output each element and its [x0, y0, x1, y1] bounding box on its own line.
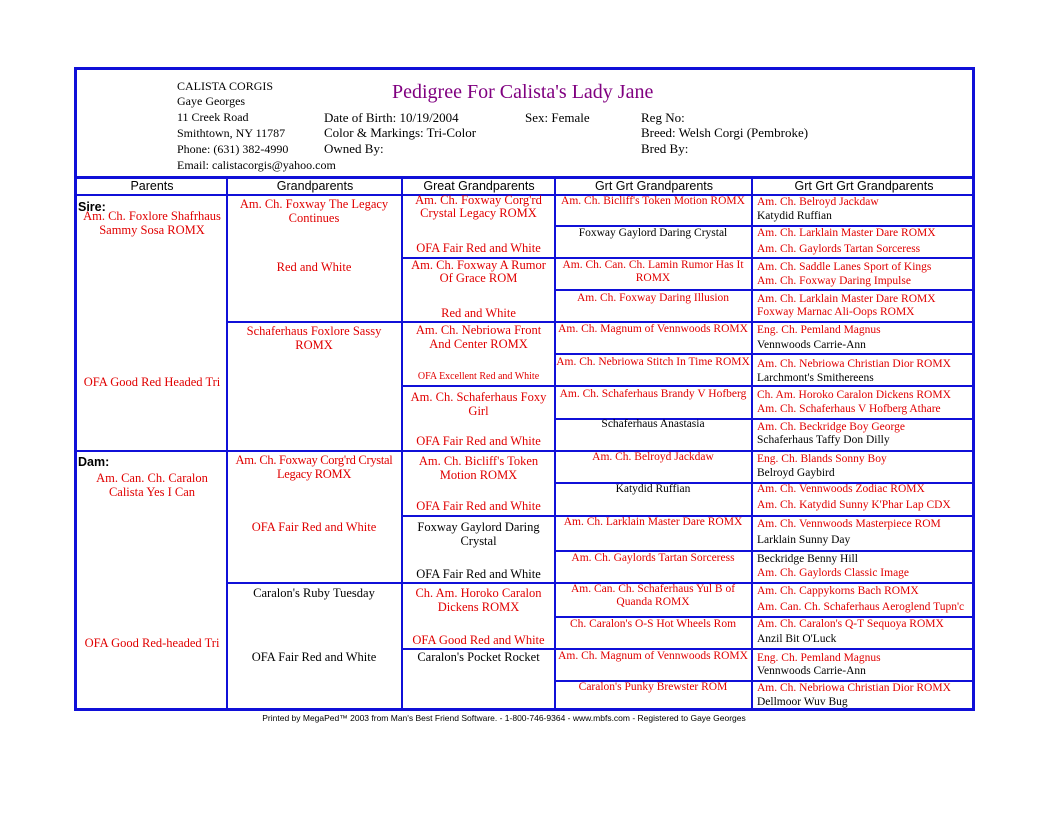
g3-ancestor: Ch. Caralon's O-S Hot Wheels Rom — [569, 618, 737, 630]
g3-ancestor: Foxway Gaylord Daring Crystal — [578, 227, 728, 239]
g4-ancestor: Am. Ch. Foxway Daring Impulse — [757, 275, 911, 287]
g4-ancestor: Eng. Ch. Pemland Magnus — [757, 652, 881, 664]
great-grandparent-name: Foxway Gaylord Daring Crystal — [417, 520, 540, 548]
g3-ancestor: Caralon's Punky Brewster ROM — [578, 681, 728, 693]
dam-health: OFA Good Red-headed Tri — [84, 636, 220, 650]
grandparent-name: Schaferhaus Foxlore Sassy ROMX — [246, 324, 382, 352]
great-grandparent-note: OFA Excellent Red and White — [417, 371, 540, 382]
g4-ancestor: Am. Ch. Schaferhaus V Hofberg Athare — [757, 403, 941, 415]
grandparent-note: OFA Fair Red and White — [251, 650, 377, 664]
kennel-name: CALISTA CORGIS — [177, 79, 274, 93]
column-header-parents: Parents — [130, 179, 174, 193]
kennel-address-line1: 11 Creek Road — [177, 110, 249, 124]
grandparent-note: Red and White — [276, 260, 352, 274]
column-header-great-grandparents: Great Grandparents — [423, 179, 535, 193]
grandparent-note: OFA Fair Red and White — [251, 520, 377, 534]
great-grandparent-note: OFA Fair Red and White — [416, 434, 541, 448]
g4-ancestor: Am. Ch. Caralon's Q-T Sequoya ROMX — [757, 618, 944, 630]
kennel-address-line2: Smithtown, NY 11787 — [177, 126, 286, 140]
g4-ancestor: Am. Ch. Nebriowa Christian Dior ROMX — [757, 682, 951, 694]
dam-name: Am. Can. Ch. Caralon Calista Yes I Can — [96, 471, 208, 499]
g3-ancestor: Katydid Ruffian — [615, 483, 691, 495]
row-divider — [403, 385, 972, 387]
great-grandparent-name: Am. Ch. Foxway Corg'rd Crystal Legacy ROMX — [415, 193, 542, 220]
g4-ancestor: Am. Ch. Nebriowa Christian Dior ROMX — [757, 358, 951, 370]
great-grandparent-note: Red and White — [441, 306, 516, 320]
sex: Sex: Female — [525, 110, 590, 125]
column-header-grandparents: Grandparents — [276, 179, 354, 193]
g4-ancestor: Anzil Bit O'Luck — [757, 633, 837, 645]
g3-ancestor: Am. Ch. Gaylords Tartan Sorceress — [571, 552, 735, 564]
g4-ancestor: Am. Ch. Vennwoods Zodiac ROMX — [757, 483, 925, 495]
g3-ancestor: Am. Can. Ch. Schaferhaus Yul B of Quanda ROMX — [570, 583, 736, 608]
g4-ancestor: Dellmoor Wuv Bug — [757, 696, 848, 708]
g3-ancestor: Am. Ch. Bicliff's Token Motion ROMX — [561, 195, 745, 207]
column-divider — [226, 179, 228, 708]
g4-ancestor: Vennwoods Carrie-Ann — [757, 339, 866, 351]
footer-text: Printed by MegaPed™ 2003 from Man's Best Friend Software. - 1-800-746-9364 - www.mbfs.com - Registered to Gaye Georges — [262, 713, 746, 723]
grandparent-name: Am. Ch. Foxway Corg'rd Crystal Legacy ROMX — [235, 453, 393, 481]
great-grandparent-note: OFA Fair Red and White — [416, 499, 541, 513]
pedigree-header — [77, 70, 972, 178]
print-footer — [0, 713, 1054, 723]
row-divider — [77, 450, 972, 452]
g4-ancestor: Schaferhaus Taffy Don Dilly — [757, 434, 890, 446]
great-grandparent-name: Am. Ch. Foxway A Rumor Of Grace ROM — [411, 258, 546, 285]
great-grandparent-name: Caralon's Pocket Rocket — [417, 650, 540, 664]
bred-by: Bred By: — [641, 141, 689, 156]
great-grandparent-name: Am. Ch. Nebriowa Front And Center ROMX — [415, 323, 542, 351]
g4-ancestor: Am. Ch. Belroyd Jackdaw — [757, 196, 879, 208]
row-divider — [556, 353, 972, 355]
great-grandparent-note: OFA Fair Red and White — [416, 241, 541, 255]
g3-ancestor: Am. Ch. Magnum of Vennwoods ROMX — [558, 650, 748, 662]
g4-ancestor: Am. Ch. Vennwoods Masterpiece ROM — [757, 518, 941, 530]
g4-ancestor: Belroyd Gaybird — [757, 467, 835, 479]
g4-ancestor: Katydid Ruffian — [757, 210, 832, 222]
g4-ancestor: Am. Ch. Gaylords Tartan Sorceress — [757, 243, 921, 255]
color-markings: Color & Markings: Tri-Color — [324, 125, 477, 140]
kennel-owner: Gaye Georges — [177, 94, 246, 108]
g4-ancestor: Am. Ch. Saddle Lanes Sport of Kings — [757, 261, 932, 273]
g4-ancestor: Ch. Am. Horoko Caralon Dickens ROMX — [757, 389, 951, 401]
kennel-phone: Phone: (631) 382-4990 — [177, 142, 289, 156]
g3-ancestor: Am. Ch. Foxway Daring Illusion — [576, 292, 730, 304]
page-title: Pedigree For Calista's Lady Jane — [392, 81, 654, 103]
g3-ancestor: Am. Ch. Magnum of Vennwoods ROMX — [558, 323, 748, 335]
g4-ancestor: Eng. Ch. Blands Sonny Boy — [757, 453, 887, 465]
g4-ancestor: Larklain Sunny Day — [757, 534, 851, 546]
g3-ancestor: Am. Ch. Nebriowa Stitch In Time ROMX — [556, 356, 750, 368]
grandparent-name: Am. Ch. Foxway The Legacy Continues — [239, 197, 389, 225]
g4-ancestor: Am. Ch. Larklain Master Dare ROMX — [757, 227, 936, 239]
great-grandparent-note: OFA Fair Red and White — [416, 567, 541, 581]
pedigree-frame — [74, 67, 975, 711]
great-grandparent-name: Am. Ch. Bicliff's Token Motion ROMX — [418, 454, 539, 482]
sire-health: OFA Good Red Headed Tri — [83, 375, 221, 389]
g3-ancestor: Am. Ch. Larklain Master Dare ROMX — [563, 516, 743, 528]
dam-label: Dam: — [78, 455, 110, 469]
g4-ancestor: Am. Can. Ch. Schaferhaus Aeroglend Tupn'c — [757, 601, 965, 613]
g4-ancestor: Foxway Marnac Ali-Oops ROMX — [757, 306, 915, 318]
g4-ancestor: Eng. Ch. Pemland Magnus — [757, 324, 881, 336]
g3-ancestor: Am. Ch. Schaferhaus Brandy V Hofberg — [559, 388, 747, 400]
breed: Breed: Welsh Corgi (Pembroke) — [641, 125, 809, 140]
g4-ancestor: Am. Ch. Cappykorns Bach ROMX — [757, 585, 919, 597]
grandparent-name: Caralon's Ruby Tuesday — [253, 586, 375, 600]
g4-ancestor: Beckridge Benny Hill — [757, 553, 858, 565]
date-of-birth: Date of Birth: 10/19/2004 — [324, 110, 459, 125]
column-header-grt-grt-grt-grandparents: Grt Grt Grt Grandparents — [794, 179, 934, 193]
g4-ancestor: Am. Ch. Larklain Master Dare ROMX — [757, 293, 936, 305]
g3-ancestor: Am. Ch. Belroyd Jackdaw — [592, 451, 714, 463]
great-grandparent-name: Am. Ch. Schaferhaus Foxy Girl — [410, 390, 547, 418]
column-header-grt-grt-grandparents: Grt Grt Grandparents — [594, 179, 714, 193]
sire-label: Sire: — [78, 200, 106, 214]
sire-name: Am. Ch. Foxlore Shafrhaus Sammy Sosa ROMX — [83, 209, 221, 237]
g4-ancestor: Vennwoods Carrie-Ann — [757, 665, 866, 677]
great-grandparent-note: OFA Good Red and White — [412, 633, 545, 647]
kennel-email: Email: calistacorgis@yahoo.com — [177, 158, 336, 172]
g4-ancestor: Am. Ch. Gaylords Classic Image — [757, 567, 910, 579]
g4-ancestor: Am. Ch. Katydid Sunny K'Phar Lap CDX — [757, 499, 951, 511]
reg-number: Reg No: — [641, 110, 685, 125]
g4-ancestor: Larchmont's Smithereens — [757, 372, 874, 384]
g3-ancestor: Am. Ch. Can. Ch. Lamin Rumor Has It ROMX — [562, 259, 744, 284]
great-grandparent-name: Ch. Am. Horoko Caralon Dickens ROMX — [415, 586, 542, 614]
g3-ancestor: Schaferhaus Anastasia — [601, 418, 705, 430]
owned-by: Owned By: — [324, 141, 384, 156]
row-divider — [556, 289, 972, 291]
g4-ancestor: Am. Ch. Beckridge Boy George — [757, 421, 905, 433]
